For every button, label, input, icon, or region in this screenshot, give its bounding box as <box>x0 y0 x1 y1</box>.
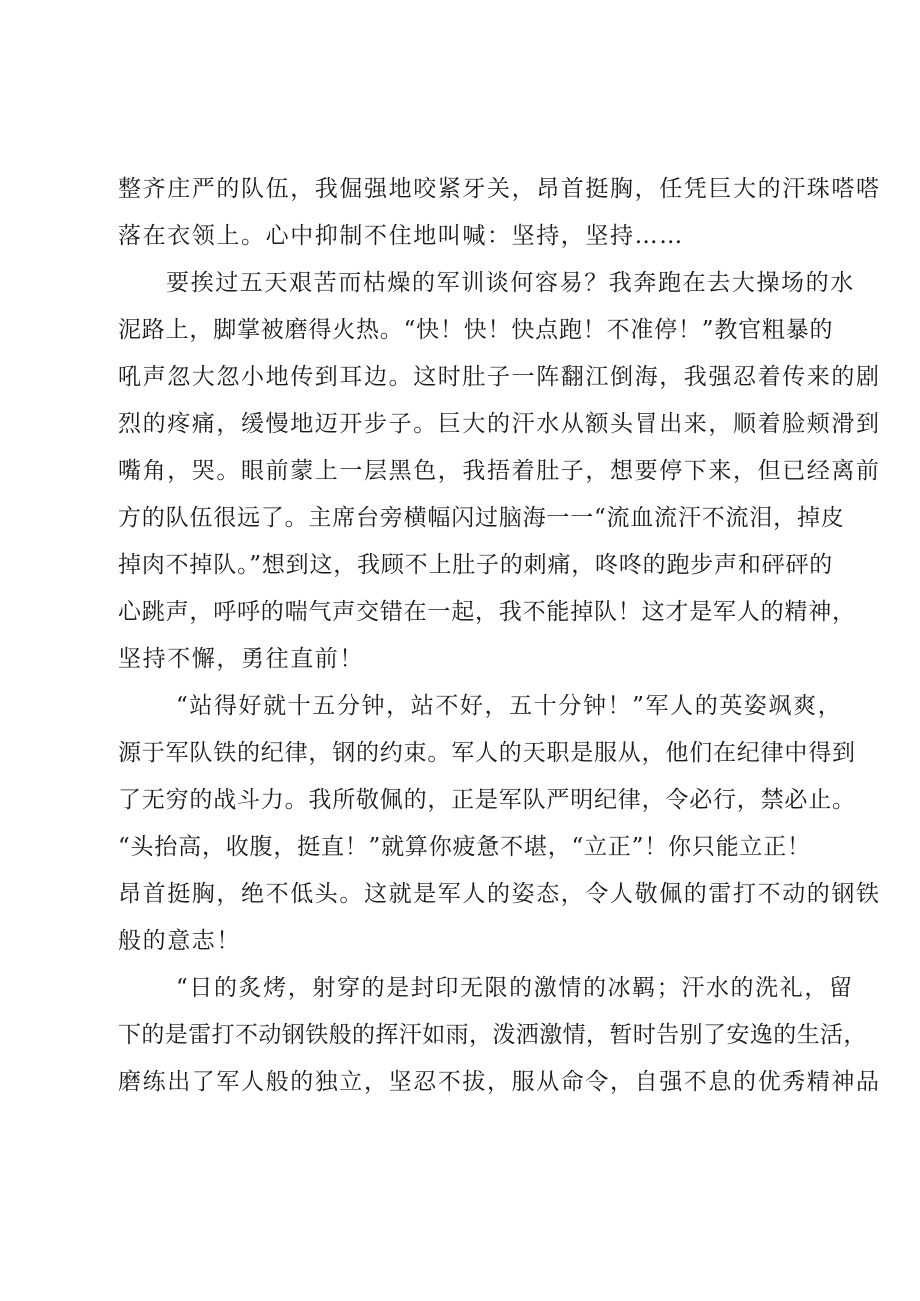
paragraph-start-line: “站得好就十五分钟，站不好，五十分钟！”军人的英姿飒爽， <box>176 693 843 719</box>
text-line: 了无穷的战斗力。我所敬佩的，正是军队严明纪律，令必行，禁必止。 <box>118 787 856 813</box>
essay-body <box>118 166 881 1106</box>
text-line: 方的队伍很远了。主席台旁横幅闪过脑海一一“流血流汗不流泪，掉皮 <box>118 505 845 531</box>
text-line: 坚持不懈，勇往直前！ <box>118 646 364 672</box>
text-line: “头抬高，收腹，挺直！”就算你疲惫不堪，“立正”！你只能立正！ <box>118 834 811 860</box>
text-line: 磨练出了军人般的独立，坚忍不拔，服从命令，自强不息的优秀精神品 <box>118 1069 881 1095</box>
text-line: 泥路上，脚掌被磨得火热。“快！快！快点跑！不准停！”教官粗暴的 <box>118 317 834 343</box>
text-line: 昂首挺胸，绝不低头。这就是军人的姿态，令人敬佩的雷打不动的钢铁 <box>118 881 881 907</box>
text-line: 烈的疼痛，缓慢地迈开步子。巨大的汗水从额头冒出来，顺着脸颊滑到 <box>118 411 881 437</box>
text-line: 整齐庄严的队伍，我倔强地咬紧牙关，昂首挺胸，任凭巨大的汗珠嗒嗒 <box>118 176 881 202</box>
text-line: 嘴角，哭。眼前蒙上一层黑色，我捂着肚子，想要停下来，但已经离前 <box>118 458 881 484</box>
text-line: 心跳声，呼呼的喘气声交错在一起，我不能掉队！这才是军人的精神， <box>118 599 856 625</box>
text-line: 般的意志！ <box>118 928 241 954</box>
paragraph-start-line: 要挨过五天艰苦而枯燥的军训谈何容易？我奔跑在去大操场的水 <box>166 270 855 296</box>
text-line: 下的是雷打不动钢铁般的挥汗如雨，泼洒激情，暂时告别了安逸的生活， <box>118 1022 867 1048</box>
text-line: 掉肉不掉队。”想到这，我顾不上肚子的刺痛，咚咚的跑步声和砰砰的 <box>118 552 834 578</box>
text-line: 落在衣领上。心中抑制不住地叫喊：坚持，坚持…… <box>118 223 684 249</box>
text-line: 源于军队铁的纪律，钢的约束。军人的天职是服从，他们在纪律中得到 <box>118 740 856 766</box>
paragraph-start-line: “日的炙烤，射穿的是封印无限的激情的冰羁；汗水的洗礼，留 <box>176 975 854 1001</box>
text-line: 吼声忽大忽小地传到耳边。这时肚子一阵翻江倒海，我强忍着传来的剧 <box>118 364 881 390</box>
